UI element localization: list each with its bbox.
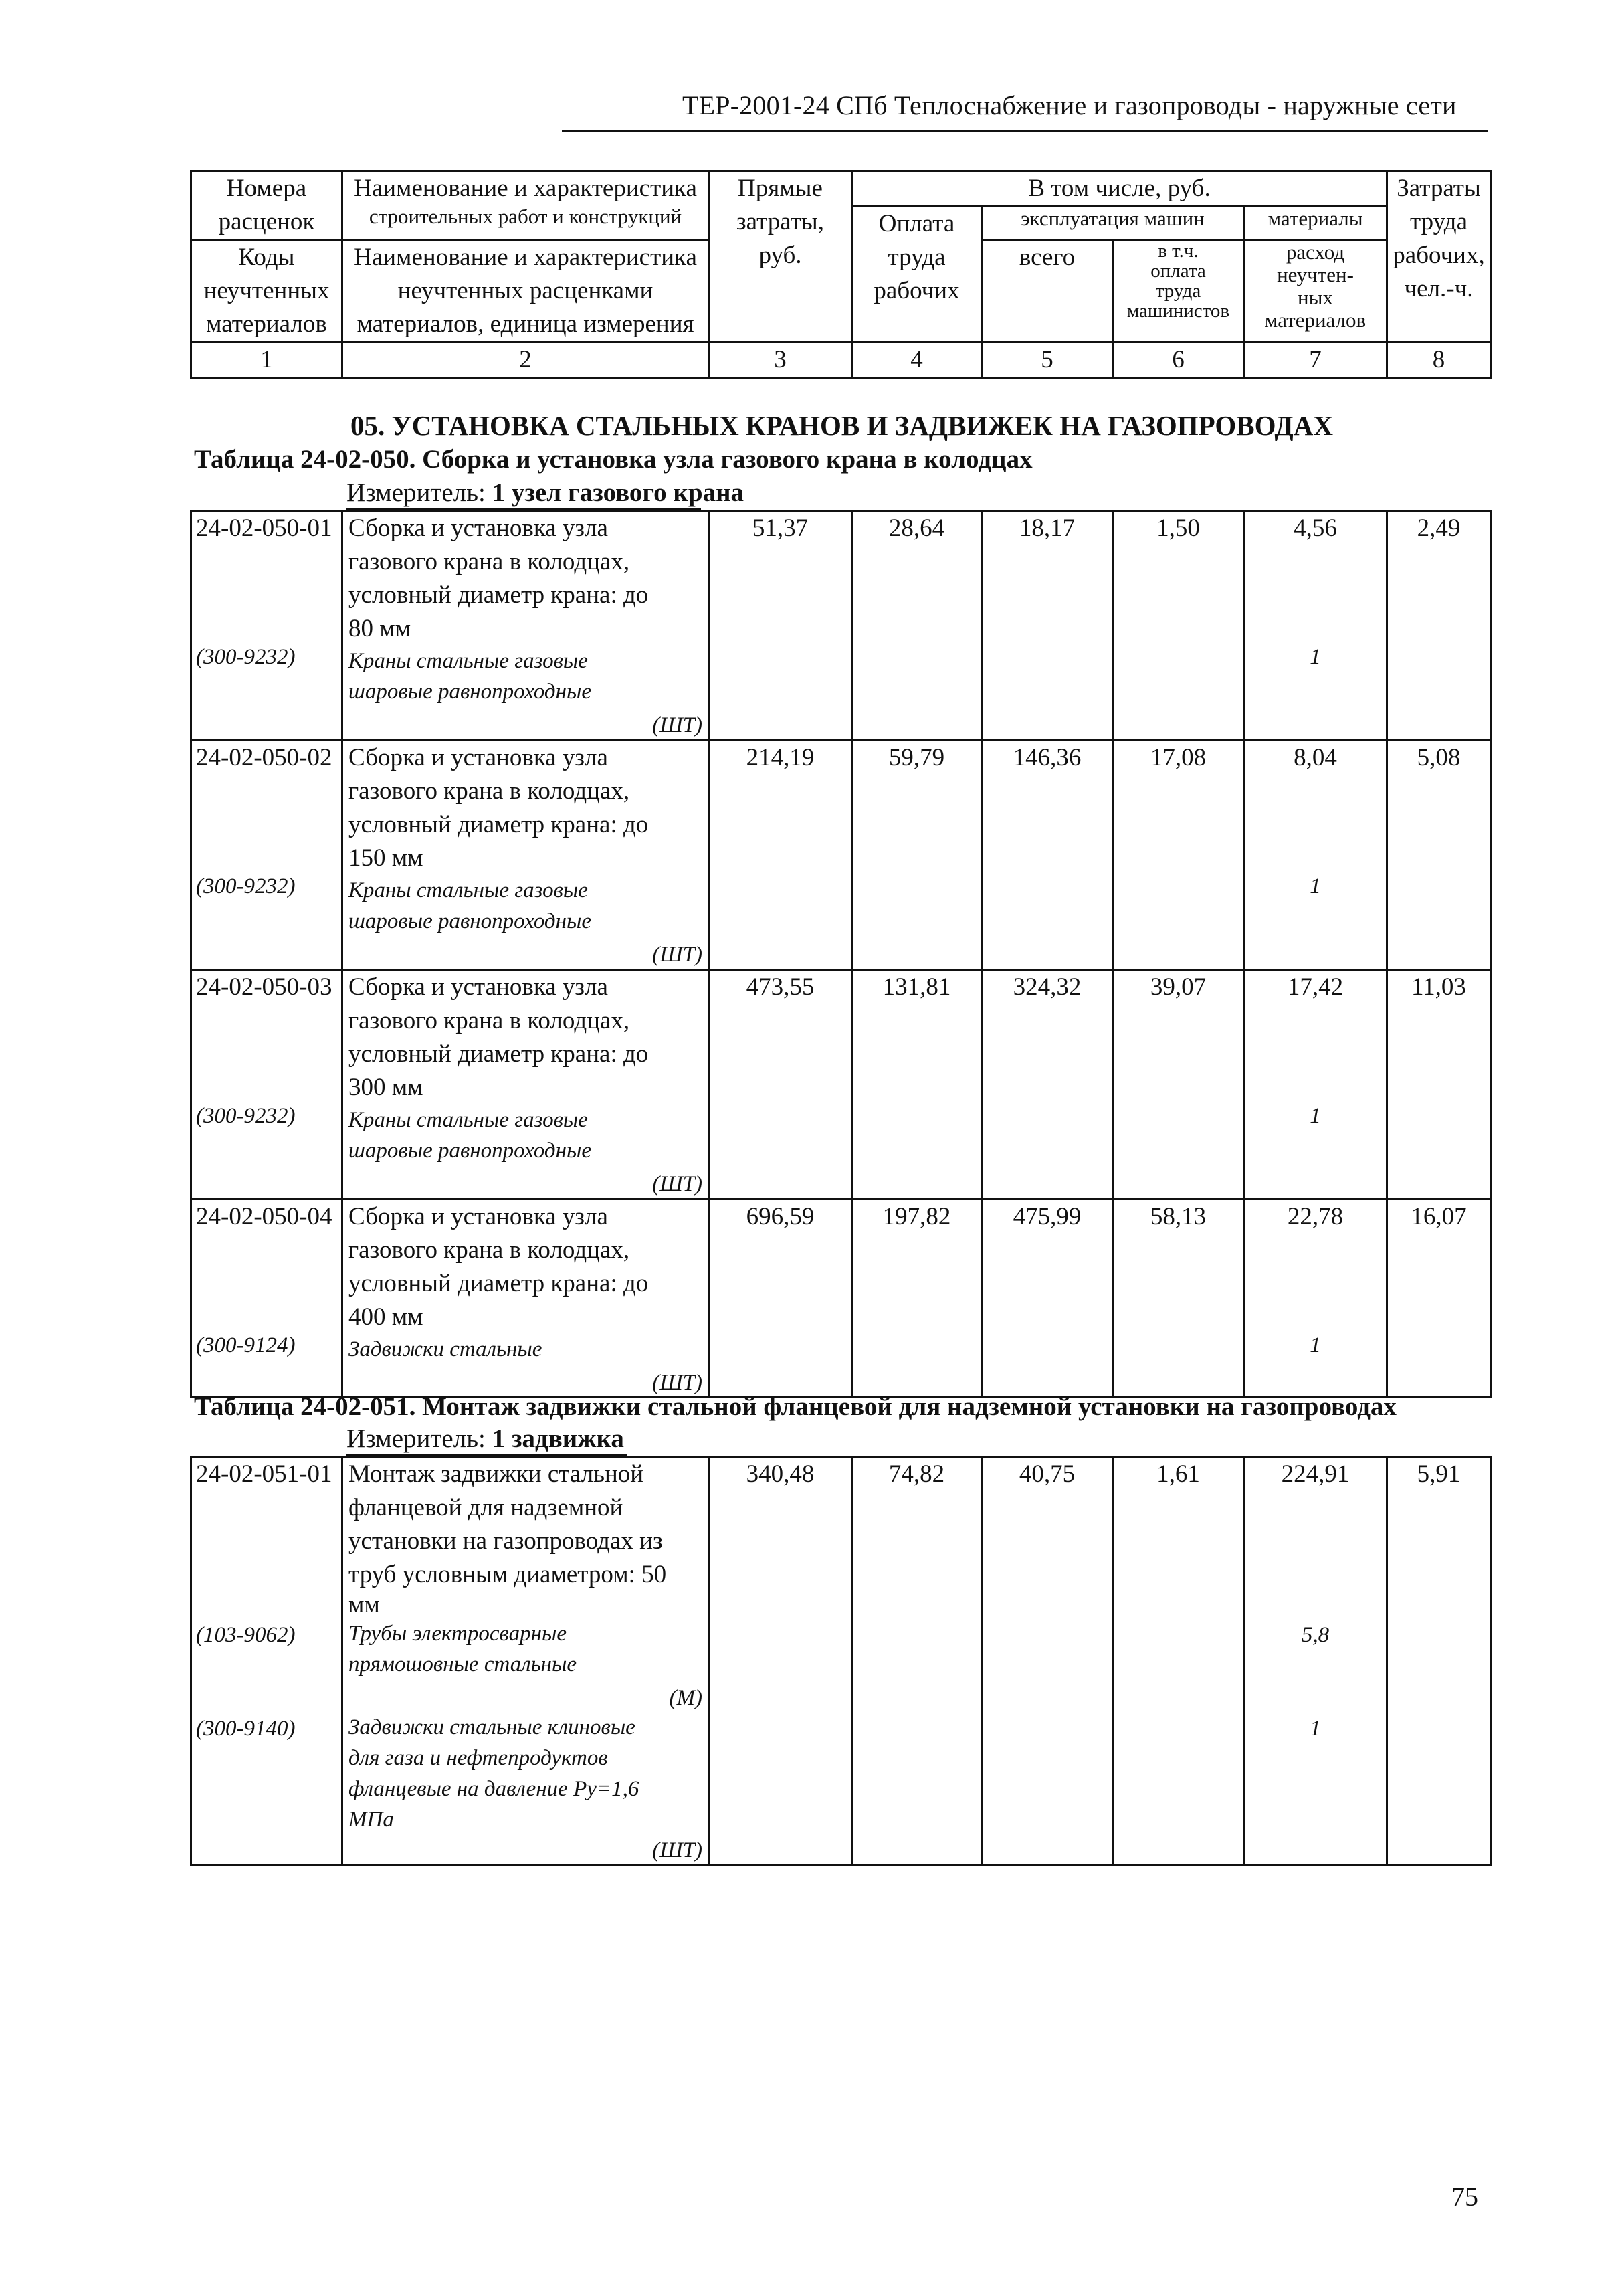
material-unit: (ШТ)	[652, 1172, 702, 1196]
materials-cell	[1244, 970, 1387, 1200]
labor-value: 11,03	[1387, 970, 1491, 1200]
material-code: (103-9062)	[196, 1623, 296, 1647]
materials-value: 4,56	[1294, 514, 1337, 542]
direct-costs-value: 51,37	[709, 511, 852, 741]
machines-value: 475,99	[982, 1200, 1113, 1398]
work-name-line: газового крана в колодцах,	[348, 777, 630, 805]
col-number: 4	[852, 343, 982, 378]
hdr-text: расход	[1286, 240, 1345, 264]
materials-value: 22,78	[1287, 1203, 1344, 1230]
work-name-line: газового крана в колодцах,	[348, 1236, 630, 1264]
col-number: 6	[1113, 343, 1244, 378]
direct-costs-value: 696,59	[709, 1200, 852, 1398]
wages-value: 197,82	[852, 1200, 982, 1398]
material-name-line: Трубы электросварные	[348, 1622, 567, 1646]
materials-cell	[1244, 1457, 1387, 1865]
material-name-line: Краны стальные газовые	[348, 649, 588, 673]
col-number: 2	[342, 343, 709, 378]
machinists-value: 58,13	[1113, 1200, 1244, 1398]
work-name-line: Сборка и установка узла	[348, 744, 608, 771]
material-unit: (ШТ)	[652, 943, 702, 967]
work-name-line: условный диаметр крана: до	[348, 1040, 649, 1068]
machinists-value: 39,07	[1113, 970, 1244, 1200]
col-number: 7	[1244, 343, 1387, 378]
work-name-line: Сборка и установка узла	[348, 1203, 608, 1230]
wages-value: 28,64	[852, 511, 982, 741]
work-name-line: фланцевой для надземной	[348, 1494, 623, 1521]
rate-code: 24-02-050-03	[196, 973, 332, 1001]
hdr-text: Прямые	[738, 175, 823, 202]
labor-value: 16,07	[1387, 1200, 1491, 1398]
rate-code: 24-02-050-02	[196, 744, 332, 771]
material-name-line: шаровые равнопроходные	[348, 1139, 591, 1163]
material-code: (300-9232)	[196, 645, 296, 669]
table1-meter	[346, 478, 744, 508]
machines-value: 40,75	[982, 1457, 1113, 1865]
hdr-text: оплата	[1150, 260, 1206, 282]
table-row	[191, 511, 1491, 741]
labor-value: 2,49	[1387, 511, 1491, 741]
machines-value: 324,32	[982, 970, 1113, 1200]
material-unit: (М)	[669, 1686, 702, 1710]
rate-code-cell	[191, 1457, 342, 1865]
hdr-machines-total: всего	[982, 240, 1113, 343]
rate-code: 24-02-050-01	[196, 514, 332, 542]
material-name-line: для газа и нефтепродуктов	[348, 1746, 608, 1770]
hdr-text: Коды	[238, 244, 295, 271]
work-name-line: условный диаметр крана: до	[348, 1270, 649, 1297]
hdr-name-top	[342, 171, 709, 240]
hdr-text: Затраты	[1397, 175, 1481, 202]
hdr-text: труда	[1155, 280, 1201, 302]
material-code: (300-9124)	[196, 1333, 296, 1357]
material-qty: 1	[1310, 645, 1321, 669]
meter-label: Измеритель:	[346, 1424, 486, 1453]
hdr-text: неучтенных расценками	[397, 277, 653, 304]
hdr-direct-costs	[709, 171, 852, 343]
material-name-line: Задвижки стальные клиновые	[348, 1715, 635, 1739]
work-name-line: Сборка и установка узла	[348, 973, 608, 1001]
column-numbers-row	[191, 343, 1491, 378]
hdr-labor	[1387, 171, 1491, 343]
material-unit: (ШТ)	[652, 713, 702, 737]
material-qty: 5,8	[1301, 1623, 1330, 1647]
material-name-line: фланцевые на давление Ру=1,6	[348, 1777, 639, 1801]
work-name-line: Монтаж задвижки стальной	[348, 1460, 644, 1488]
materials-cell	[1244, 1200, 1387, 1398]
work-name-line: газового крана в колодцах,	[348, 1007, 630, 1034]
rate-code: 24-02-051-01	[196, 1460, 332, 1488]
material-unit: (ШТ)	[652, 1838, 702, 1862]
hdr-text: машинистов	[1126, 300, 1230, 322]
material-qty: 1	[1310, 1104, 1321, 1128]
hdr-text: Оплата	[878, 210, 955, 237]
material-name-line: шаровые равнопроходные	[348, 680, 591, 704]
hdr-text: расценок	[218, 208, 315, 235]
rate-code: 24-02-050-04	[196, 1203, 332, 1230]
wages-value: 74,82	[852, 1457, 982, 1865]
work-name-line: условный диаметр крана: до	[348, 811, 649, 838]
hdr-text: в т.ч.	[1158, 240, 1199, 262]
machines-value: 18,17	[982, 511, 1113, 741]
machines-value: 146,36	[982, 741, 1113, 970]
material-qty: 1	[1310, 874, 1321, 898]
work-name-line: газового крана в колодцах,	[348, 548, 630, 575]
hdr-text: рабочих,	[1393, 242, 1485, 269]
table1-body	[190, 510, 1492, 1398]
hdr-text: Наименование и характеристика	[354, 175, 697, 202]
labor-value: 5,08	[1387, 741, 1491, 970]
hdr-wages	[852, 207, 982, 343]
hdr-text: затраты,	[736, 208, 824, 235]
table1-title: Таблица 24-02-050. Сборка и установка узла газового крана в колодцах	[194, 445, 1033, 474]
wages-value: 59,79	[852, 741, 982, 970]
direct-costs-value: 473,55	[709, 970, 852, 1200]
rate-code-cell	[191, 741, 342, 970]
page-number: 75	[1451, 2182, 1478, 2212]
work-name-line: 300 мм	[348, 1074, 423, 1101]
meter-value: 1 узел газового крана	[492, 478, 744, 507]
material-name-line: Краны стальные газовые	[348, 878, 588, 902]
table-row	[191, 741, 1491, 970]
material-code: (300-9140)	[196, 1717, 296, 1741]
hdr-text: неучтенных	[203, 277, 330, 304]
hdr-codes-bottom	[191, 240, 342, 343]
work-name-line: труб условным диаметром: 50	[348, 1561, 667, 1588]
work-name-cell	[342, 1200, 709, 1398]
work-name-line: мм	[348, 1591, 380, 1618]
hdr-text: чел.-ч.	[1404, 275, 1474, 302]
material-qty: 1	[1310, 1333, 1321, 1357]
material-name-line: МПа	[348, 1808, 394, 1832]
hdr-text: рабочих	[874, 277, 960, 304]
col-number: 1	[191, 343, 342, 378]
table2-title: Таблица 24-02-051. Монтаж задвижки стальной фланцевой для надземной установки на газопроводах	[194, 1392, 1397, 1421]
section-title: 05. УСТАНОВКА СТАЛЬНЫХ КРАНОВ И ЗАДВИЖЕК НА ГАЗОПРОВОДАХ	[350, 410, 1333, 441]
hdr-group: В том числе, руб.	[852, 171, 1387, 207]
material-name-line: Краны стальные газовые	[348, 1108, 588, 1132]
hdr-unaccounted	[1244, 240, 1387, 343]
labor-value: 5,91	[1387, 1457, 1491, 1865]
table-row	[191, 970, 1491, 1200]
materials-value: 8,04	[1294, 744, 1337, 771]
hdr-text: строительных работ и конструкций	[369, 205, 682, 228]
hdr-codes-top	[191, 171, 342, 240]
rate-code-cell	[191, 970, 342, 1200]
material-name-line: шаровые равнопроходные	[348, 909, 591, 933]
hdr-machinists	[1113, 240, 1244, 343]
material-qty: 1	[1310, 1717, 1321, 1741]
direct-costs-value: 214,19	[709, 741, 852, 970]
material-name-line: прямошовные стальные	[348, 1652, 577, 1677]
wages-value: 131,81	[852, 970, 982, 1200]
machinists-value: 1,61	[1113, 1457, 1244, 1865]
page-header: ТЕР-2001-24 СПб Теплоснабжение и газопроводы - наружные сети	[682, 90, 1457, 120]
work-name-cell	[342, 970, 709, 1200]
work-name-line: Сборка и установка узла	[348, 514, 608, 542]
column-header-table	[190, 170, 1492, 379]
meter-value: 1 задвижка	[492, 1424, 624, 1453]
materials-cell	[1244, 741, 1387, 970]
table-row	[191, 1457, 1491, 1865]
hdr-text: материалов	[206, 310, 327, 338]
hdr-text: неучтен-	[1277, 263, 1354, 286]
hdr-text: Номера	[226, 175, 307, 202]
machinists-value: 1,50	[1113, 511, 1244, 741]
col-number: 5	[982, 343, 1113, 378]
hdr-text: руб.	[758, 242, 802, 269]
header-rule	[562, 130, 1488, 132]
hdr-text: материалов, единица измерения	[357, 310, 694, 338]
hdr-text: труда	[1409, 208, 1468, 235]
work-name-line: установки на газопроводах из	[348, 1527, 663, 1555]
material-code: (300-9232)	[196, 1104, 296, 1128]
table2-body	[190, 1456, 1492, 1866]
hdr-text: ных	[1298, 286, 1333, 309]
col-number: 8	[1387, 343, 1491, 378]
material-unit: (ШТ)	[652, 1371, 702, 1395]
material-code: (300-9232)	[196, 874, 296, 898]
work-name-line: 150 мм	[348, 844, 423, 872]
work-name-cell	[342, 511, 709, 741]
materials-cell	[1244, 511, 1387, 741]
work-name-cell	[342, 741, 709, 970]
hdr-name-bottom	[342, 240, 709, 343]
hdr-text: материалов	[1264, 308, 1366, 332]
materials-value: 17,42	[1287, 973, 1344, 1001]
work-name-cell	[342, 1457, 709, 1865]
hdr-materials: материалы	[1244, 207, 1387, 240]
hdr-machines: эксплуатация машин	[982, 207, 1244, 240]
table-row	[191, 1200, 1491, 1398]
hdr-text: труда	[888, 244, 946, 271]
rate-code-cell	[191, 511, 342, 741]
meter-label: Измеритель:	[346, 478, 486, 507]
col-number: 3	[709, 343, 852, 378]
table2-meter	[346, 1424, 624, 1454]
machinists-value: 17,08	[1113, 741, 1244, 970]
work-name-line: условный диаметр крана: до	[348, 581, 649, 609]
rate-code-cell	[191, 1200, 342, 1398]
work-name-line: 80 мм	[348, 615, 411, 642]
hdr-text: Наименование и характеристика	[354, 244, 697, 271]
material-name-line: Задвижки стальные	[348, 1337, 542, 1361]
materials-value: 224,91	[1281, 1460, 1350, 1488]
work-name-line: 400 мм	[348, 1303, 423, 1331]
direct-costs-value: 340,48	[709, 1457, 852, 1865]
